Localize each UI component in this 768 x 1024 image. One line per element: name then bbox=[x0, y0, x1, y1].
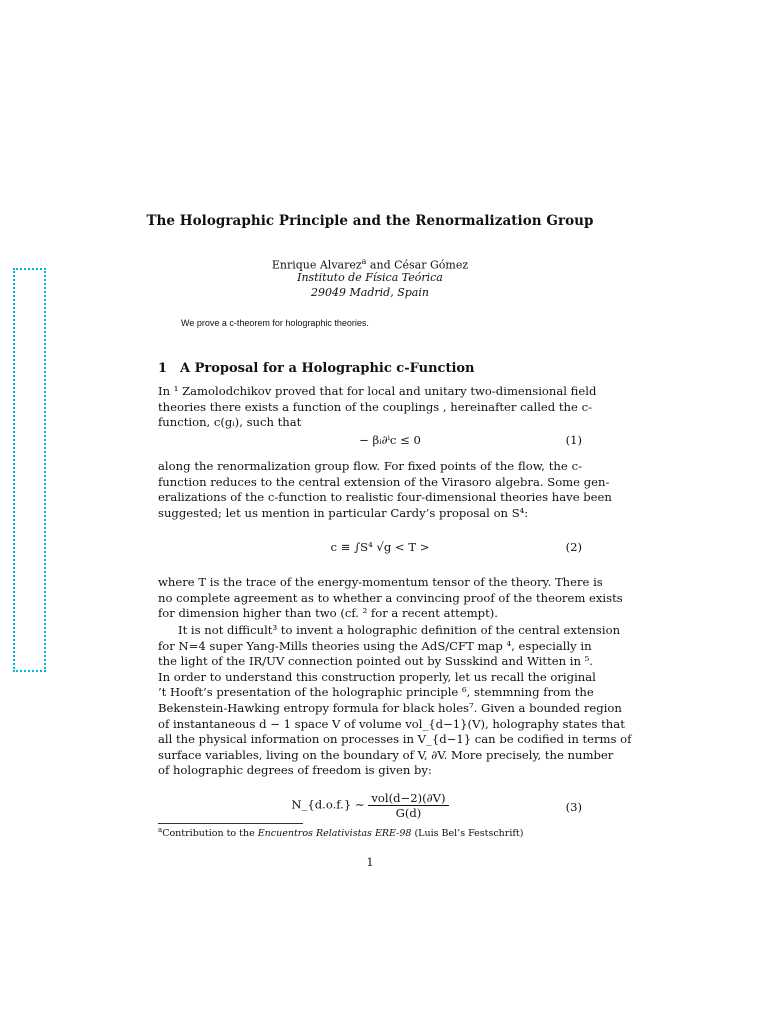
margin-annotation-box bbox=[13, 268, 46, 672]
section-heading bbox=[158, 361, 475, 376]
footnote-rest: (Luis Bel’s Festschrift) bbox=[411, 828, 524, 840]
paragraph-4 bbox=[158, 623, 632, 779]
paper-title: The Holographic Principle and the Renormalization Group bbox=[146, 213, 594, 229]
affiliation-city: 29049 Madrid, Spain bbox=[311, 286, 429, 299]
text-line: function, c(gᵢ), such that bbox=[158, 415, 302, 430]
affiliation-institute: Instituto de Física Teórica bbox=[297, 271, 443, 284]
equation-3 bbox=[158, 791, 582, 823]
equation-body: c ≡ ∫S⁴ √g < T > bbox=[330, 540, 430, 554]
equation-body bbox=[158, 791, 582, 820]
footnote-text: Contribution to the bbox=[162, 828, 258, 840]
text-line: function reduces to the central extension of the Virasoro algebra. Some gen- bbox=[158, 474, 610, 489]
footnote-mark: a bbox=[158, 826, 163, 834]
equation-fraction bbox=[368, 791, 448, 820]
text-line: In order to understand this construction properly, let us recall the original bbox=[158, 669, 596, 684]
text-line: for N=4 super Yang-Mills theories using the AdS/CFT map ⁴, especially in bbox=[158, 638, 592, 653]
equation-lhs: N_{d.o.f.} ∼ bbox=[291, 797, 365, 812]
equation-1 bbox=[158, 433, 582, 449]
section-number: 1 bbox=[158, 361, 168, 376]
equation-tag: (2) bbox=[565, 540, 582, 554]
paragraph-3 bbox=[158, 575, 623, 622]
section-title: A Proposal for a Holographic c-Function bbox=[180, 361, 475, 376]
paragraph-1 bbox=[158, 384, 597, 431]
author-second: and César Gómez bbox=[366, 258, 469, 272]
footnote-rule bbox=[158, 823, 303, 824]
text-line: no complete agreement as to whether a convincing proof of the theorem exists bbox=[158, 590, 623, 605]
text-line: of instantaneous d − 1 space V of volume vol_{d−1}(V), holography states that bbox=[158, 716, 625, 731]
text-line: theories there exists a function of the couplings , hereinafter called the c- bbox=[158, 399, 592, 414]
fraction-denominator: G(d) bbox=[395, 806, 422, 820]
footnote bbox=[158, 826, 523, 839]
text-line: suggested; let us mention in particular Cardy’s proposal on S⁴: bbox=[158, 505, 529, 520]
text-line: the light of the IR/UV connection pointed out by Susskind and Witten in ⁵. bbox=[158, 654, 593, 669]
abstract-text: We prove a c-theorem for holographic theories. bbox=[181, 318, 369, 328]
footnote-italic: Encuentros Relativistas ERE-98 bbox=[257, 828, 412, 840]
text-line: for dimension higher than two (cf. ² for a recent attempt). bbox=[158, 606, 498, 621]
text-line: ’t Hooft’s presentation of the holographic principle ⁶, stemmning from the bbox=[158, 685, 594, 700]
page-number: 1 bbox=[366, 856, 374, 869]
equation-body: − βᵢ∂ⁱc ≤ 0 bbox=[359, 433, 421, 447]
text-line: Bekenstein-Hawking entropy formula for black holes⁷. Given a bounded region bbox=[158, 700, 622, 715]
text-line: surface variables, living on the boundary of V, ∂V. More precisely, the number bbox=[158, 747, 614, 762]
equation-tag: (1) bbox=[565, 433, 582, 447]
author-first: Enrique Alvarez bbox=[271, 258, 362, 272]
text-line: all the physical information on processes in V_{d−1} can be codified in terms of bbox=[158, 732, 632, 747]
text-line: It is not difficult³ to invent a holographic definition of the central extension bbox=[178, 623, 621, 637]
text-line: along the renormalization group flow. For fixed points of the flow, the c- bbox=[158, 459, 582, 473]
text-line: of holographic degrees of freedom is given by: bbox=[158, 763, 432, 778]
paragraph-2 bbox=[158, 459, 612, 521]
fraction-numerator: vol(d−2)(∂V) bbox=[368, 791, 448, 806]
equation-tag: (3) bbox=[565, 800, 582, 814]
author-line bbox=[0, 257, 740, 272]
text-line: In ¹ Zamolodchikov proved that for local and unitary two-dimensional field bbox=[158, 384, 597, 398]
author-footnote-mark: a bbox=[361, 257, 367, 266]
equation-2 bbox=[158, 540, 582, 560]
text-line: eralizations of the c-function to realistic four-dimensional theories have been bbox=[158, 490, 612, 505]
text-line: where T is the trace of the energy-momentum tensor of the theory. There is bbox=[158, 575, 603, 589]
